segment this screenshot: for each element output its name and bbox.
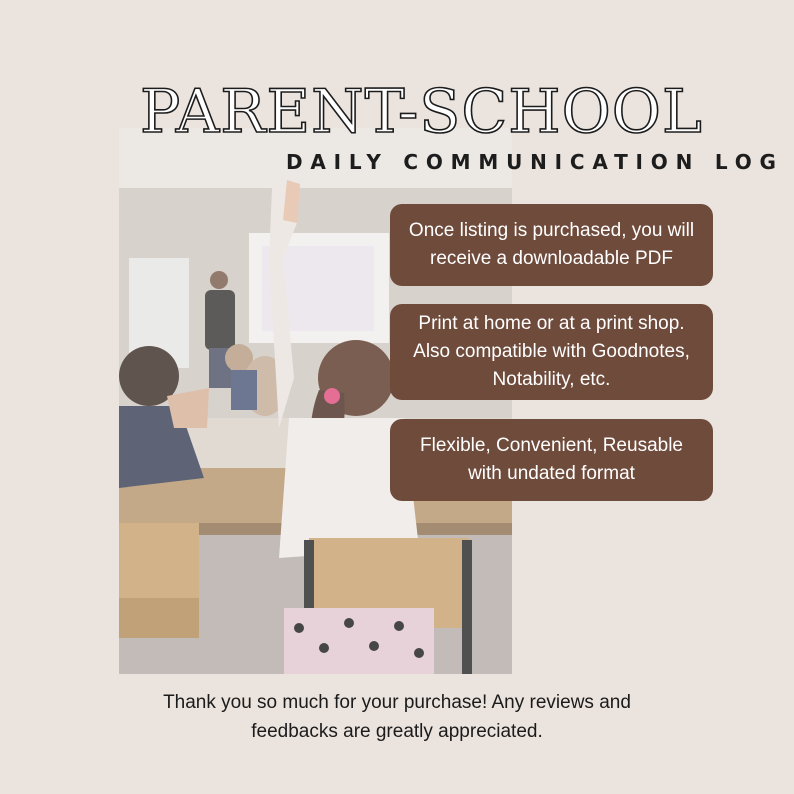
info-box-line: with undated format — [468, 463, 635, 484]
footer-line: Thank you so much for your purchase! Any reviews and — [163, 692, 631, 713]
thank-you-note — [120, 688, 674, 746]
info-box-line: Also compatible with Goodnotes, — [413, 341, 690, 362]
footer-line: feedbacks are greatly appreciated. — [251, 721, 543, 742]
info-box-line: Print at home or at a print shop. — [418, 313, 685, 334]
info-box-download — [390, 204, 713, 286]
info-box-features — [390, 419, 713, 501]
info-box-line: Once listing is purchased, you will — [408, 220, 695, 241]
info-box-line: receive a downloadable PDF — [430, 248, 673, 269]
info-box-line: Notability, etc. — [492, 369, 611, 390]
info-box-print — [390, 304, 713, 400]
page-title: PARENT-SCHOOL — [140, 77, 703, 147]
info-box-line: Flexible, Convenient, Reusable — [420, 435, 683, 456]
page-subtitle: DAILY COMMUNICATION LOG — [286, 150, 784, 174]
